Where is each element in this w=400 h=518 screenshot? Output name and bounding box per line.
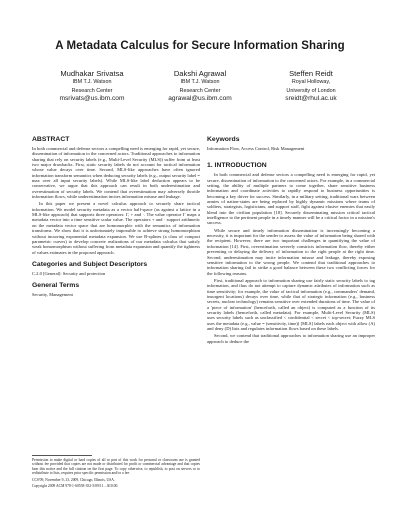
- author-affiliation: Royal Holloway,: [291, 79, 331, 86]
- author-name: Dakshi Agrawal: [173, 69, 227, 78]
- abstract-heading: ABSTRACT: [32, 136, 70, 143]
- left-column: [32, 136, 200, 298]
- abstract-paragraph: In both commercial and defense sectors a compelling need is emerging for rapid, yet secure, dissemination of information to the concerned actors. Traditional approaches to information sharing that rely on security labels (e.g., Multi-Level Security (MLS)) suffer from at least two major drawbacks. First, static security labels do not account for tactical information whose value decays over time. Second, MLS-like approaches have often ignored information transform semantics when deducing security labels (e.g., output security label = max over all input security labels). While MLS-like label deduction appears to be conservative, we argue that this approach can result in both underestimation and overestimation of security labels. We contend that overestimation may adversely throttle information flows, while underestimation incites information misuse and leakage.: [32, 146, 200, 200]
- author-affiliation: University of London: [286, 87, 336, 94]
- footnote-text: Permission to make digital or hard copies of all or part of this work for personal or classroom use is granted without fee provided that copies are not made or distributed for profit or commercial advantage and that copies bear this notice and the full citation on the first page. To copy otherwise, to republish, to post on servers or to redistribute to lists, requires prior specific permission and/or a fee.: [32, 458, 200, 476]
- introduction-heading: 1. INTRODUCTION: [207, 162, 267, 170]
- categories-heading: Categories and Subject Descriptors: [32, 260, 148, 268]
- intro-paragraph: First, traditional approach to information sharing use fairly static security labels to tag information, and thus do not attempt to capture dynamic attributes of information such as time sensitivity; for example, the value of tactical information (e.g., commanders' demand, insurgent locations) decays over time, while that of strategic information (e.g., business secrets, nuclear technology) remains sensitive over extended durations of time. The value of a 'piece of information' (henceforth, called an object) is computed as a function of its security labels (henceforth, called metadata). For example, Multi-Level Security (MLS) uses security labels such as unclassified < confidential < secret < top-secret; Fuzzy MLS uses the metadata (e.g., value = (sensitivity, time)) [MLS] labels each object with allow (A) and deny (D) lists and regulates information flows based on these labels.: [207, 277, 375, 331]
- general-terms-heading: General Terms: [32, 282, 80, 290]
- author-name: Steffen Reidt: [289, 69, 333, 78]
- author-block: [32, 70, 152, 104]
- author-block: [251, 70, 371, 104]
- intro-paragraph: Second, we contend that traditional approaches to information sharing use an improper approach to deduce the: [207, 333, 375, 344]
- author-email: agrawal@us.ibm.com: [168, 95, 232, 103]
- author-affiliation: Research Center: [179, 87, 221, 94]
- footnote-copyright: Copyright 2009 ACM 978-1-60558-352-5/09/11 ...$10.00.: [32, 484, 119, 489]
- general-terms-text: Security, Management: [32, 292, 73, 298]
- paper-title: A Metadata Calculus for Secure Information Sharing: [55, 40, 345, 52]
- author-affiliation: IBM T.J. Watson: [72, 79, 112, 86]
- author-email: msrivats@us.ibm.com: [59, 95, 125, 103]
- right-column: [207, 136, 375, 344]
- author-block: [140, 70, 260, 104]
- keywords-heading: Keywords: [207, 136, 240, 143]
- categories-text: C.2.0 [General]: Security and protection: [32, 270, 106, 276]
- author-affiliation: Research Center: [71, 87, 113, 94]
- author-name: Mudhakar Srivatsa: [60, 69, 124, 78]
- copyright-footnote: [32, 455, 200, 489]
- author-affiliation: IBM T.J. Watson: [180, 79, 220, 86]
- footnote-conference: CCS'09, November 9–13, 2009, Chicago, Illinois, USA.: [32, 477, 115, 482]
- abstract-paragraph: In this paper we present a novel calculus approach to securely share tactical information. We model security metadata as a vector half-space (as against a lattice in a MLS-like approach) that supports three operators: Γ, + and ·. The value operator Γ maps a metadata vector into a time sensitive scalar value. The operators + and · support arithmetic on the metadata vector space that are homomorphic with the semantics of information transforms. We show that it is unfortunately impossible to achieve strong homomorphism without incurring exponential metadata expansion. We use B-splines (a class of compact parametric curves) to develop concrete realizations of our metadata calculus that satisfy weak homomorphism without suffering from metadata expansion and quantify the tightness of values estimates in the proposed approach.: [32, 201, 200, 255]
- author-email: sreidt@rhul.ac.uk: [285, 95, 337, 103]
- keywords-text: Information Flow, Access Control, Risk Management: [207, 146, 305, 151]
- intro-paragraph: In both commercial and defense sectors a compelling need is emerging for rapid, yet secure, dissemination of information to the concerned actors. For example, in a commercial setting, the ability of multiple partners to come together, share sensitive business information and coordinate activities to rapidly respond to business opportunities is becoming a key driver for success. Similarly, in a military setting, traditional wars between armies of nation-states are being replaced by highly dynamic missions where teams of soldiers, strategists, logisticians, and support staff, fight against elusive enemies that easily blend into the civilian population [18]. Securely disseminating mission critical tactical intelligence to the pertinent people in a timely manner will be a critical factor in a mission's success.: [207, 172, 375, 226]
- footnote-rule: [32, 455, 92, 456]
- intro-paragraph: While secure and timely information dissemination is increasingly becoming a necessity, it is important for the sender to assess the value of information being shared with the recipient. However, there are two important challenges in quantifying the value of information [14]. First, overestimation severely constricts information flow, thereby either preventing or delaying the delivery of information to the right people at the right time. Second, underestimation may incite information misuse and leakage, thereby exposing sensitive information to the wrong people. We contend that traditional approaches to information sharing fail to strike a good balance between these two conflicting forces for the following reasons.: [207, 227, 375, 276]
